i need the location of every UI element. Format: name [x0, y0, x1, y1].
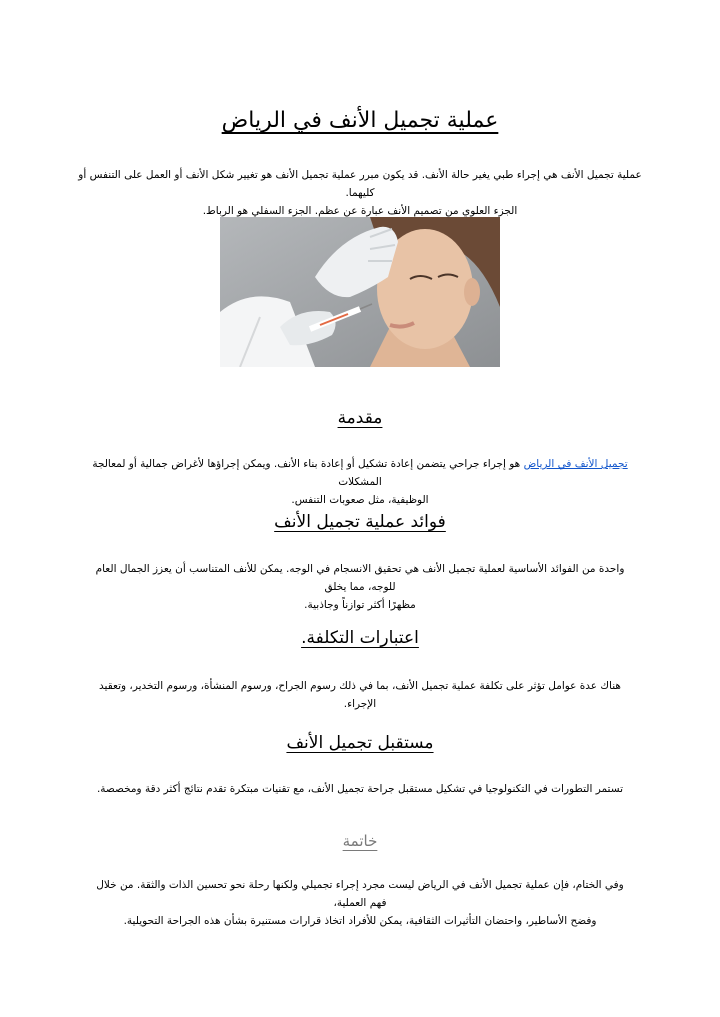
section-future-line-1: تستمر التطورات في التكنولوجيا في تشكيل مستقبل جراحة تجميل الأنف، مع تقنيات مبتكرة تقدم نتائج أكثر دقة ومخصصة.: [96, 783, 624, 795]
section-conclusion-paragraph: [90, 876, 630, 930]
section-conclusion-line-1: وفي الختام، فإن عملية تجميل الأنف في الرياض ليست مجرد إجراء تجميلي ولكنها رحلة نحو تحسين الذات والثقة. من خلال فهم العملية،: [96, 879, 624, 909]
section-cost-line-1: هناك عدة عوامل تؤثر على تكلفة عملية تجميل الأنف، بما في ذلك رسوم الجراح، ورسوم المنشأة، ورسوم التخدير، وتعقيد الإجراء.: [99, 680, 621, 710]
section-benefits-line-1: واحدة من الفوائد الأساسية لعملية تجميل الأنف هي تحقيق الانسجام في الوجه. يمكن للأنف المتناسب أن يعزز الجمال العام للوجه، مما يخلق: [95, 563, 625, 593]
section-cost-heading: اعتبارات التكلفة.: [301, 628, 419, 648]
intro-line-1: عملية تجميل الأنف هي إجراء طبي يغير حالة الأنف. قد يكون مبرر عملية تجميل الأنف هو تغيير شكل الأنف أو العمل على التنفس أو كليهما.: [78, 169, 642, 199]
section-intro-line-2: الوظيفية، مثل صعوبات التنفس.: [291, 494, 429, 506]
section-conclusion-heading: خاتمة: [342, 832, 378, 850]
section-conclusion-line-2: وفضح الأساطير، واحتضان التأثيرات الثقافية، يمكن للأفراد اتخاذ قرارات مستنيرة بشأن هذه الجراحة التحويلية.: [123, 915, 597, 927]
section-future-heading: مستقبل تجميل الأنف: [286, 733, 434, 753]
section-intro-line-1: [90, 455, 630, 491]
section-intro-heading: مقدمة: [337, 408, 383, 428]
section-future-paragraph: [90, 780, 630, 798]
photo-illustration: [220, 217, 500, 367]
rhinoplasty-photo: [220, 217, 500, 367]
section-intro-paragraph: [90, 455, 630, 509]
rhinoplasty-riyadh-link[interactable]: تجميل الأنف في الرياض: [523, 458, 628, 470]
section-benefits-line-2: مظهرًا أكثر توازناً وجاذبية.: [304, 599, 416, 611]
section-cost-paragraph: [90, 677, 630, 713]
section-benefits-paragraph: [90, 560, 630, 614]
section-intro-line-1-text: هو إجراء جراحي يتضمن إعادة تشكيل أو إعادة بناء الأنف. ويمكن إجراؤها لأغراض جمالية أو لمعالجة المشكلات: [92, 458, 524, 488]
section-benefits-heading: فوائد عملية تجميل الأنف: [274, 512, 446, 532]
intro-line-2: الجزء العلوي من تصميم الأنف عبارة عن عظم. الجزء السفلي هو الرباط.: [202, 205, 518, 217]
intro-paragraph: [78, 166, 642, 220]
page-title: عملية تجميل الأنف في الرياض: [221, 108, 499, 133]
